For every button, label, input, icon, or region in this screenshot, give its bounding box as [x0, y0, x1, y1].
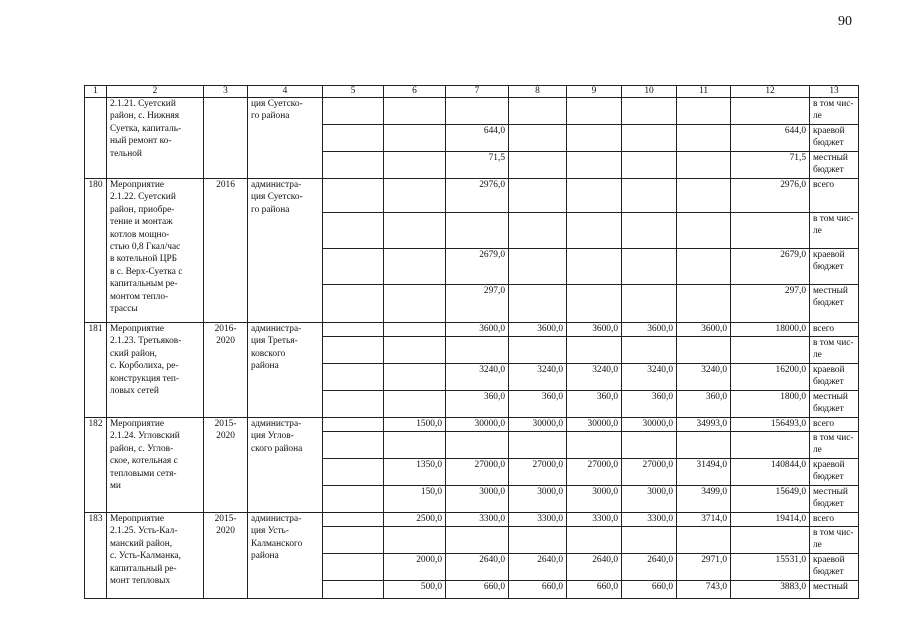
value-cell: 3240,0 [622, 364, 677, 391]
value-cell: 2640,0 [509, 554, 567, 581]
value-cell [384, 527, 446, 554]
funding-source: краевой бюджет [810, 249, 859, 285]
value-cell [446, 527, 509, 554]
value-cell [567, 98, 622, 125]
value-cell: 360,0 [567, 391, 622, 418]
value-cell: 3300,0 [446, 513, 509, 527]
value-cell [567, 432, 622, 459]
value-cell: 31494,0 [677, 459, 731, 486]
measure-name: Мероприятие 2.1.22. Суетский район, приобре- тение и монтаж котлов мощно- стью 0,8 Гкал/час в котельной ЦРБ в с. Верх-Суетка с капитальным ре- монтом тепло- трассы [107, 179, 204, 323]
value-cell: 2976,0 [446, 179, 509, 213]
value-cell: 3600,0 [622, 323, 677, 337]
value-cell [677, 285, 731, 323]
value-cell: 1800,0 [731, 391, 810, 418]
value-cell: 16200,0 [731, 364, 810, 391]
value-cell [323, 364, 384, 391]
value-cell: 27000,0 [446, 459, 509, 486]
value-cell [622, 285, 677, 323]
value-cell: 15531,0 [731, 554, 810, 581]
funding-source: всего [810, 179, 859, 213]
value-cell: 3300,0 [567, 513, 622, 527]
value-cell [567, 285, 622, 323]
value-cell [384, 432, 446, 459]
table-row [85, 98, 859, 125]
value-cell [446, 213, 509, 249]
value-cell: 71,5 [731, 152, 810, 179]
value-cell [622, 179, 677, 213]
value-cell: 150,0 [384, 486, 446, 513]
measure-name: Мероприятие 2.1.23. Третьяков- ский район, с. Корболиха, ре- конструкция теп- ловых сетей [107, 323, 204, 418]
executor-cell: администра- ция Суетско- го района [248, 179, 323, 323]
column-header: 3 [204, 86, 248, 98]
value-cell [509, 432, 567, 459]
value-cell: 3240,0 [567, 364, 622, 391]
value-cell: 3240,0 [509, 364, 567, 391]
value-cell [384, 323, 446, 337]
column-header: 11 [677, 86, 731, 98]
funding-source: краевой бюджет [810, 364, 859, 391]
value-cell: 3600,0 [677, 323, 731, 337]
value-cell [323, 459, 384, 486]
value-cell [567, 125, 622, 152]
value-cell: 30000,0 [567, 418, 622, 432]
table-row [85, 323, 859, 337]
value-cell: 360,0 [446, 391, 509, 418]
funding-source: местный бюджет [810, 486, 859, 513]
value-cell [677, 98, 731, 125]
value-cell [567, 527, 622, 554]
value-cell: 3240,0 [446, 364, 509, 391]
value-cell [323, 337, 384, 364]
funding-source: местный бюджет [810, 152, 859, 179]
value-cell [323, 486, 384, 513]
row-number: 180 [85, 179, 107, 323]
column-header: 1 [85, 86, 107, 98]
value-cell: 2976,0 [731, 179, 810, 213]
year-cell: 2016- 2020 [204, 323, 248, 418]
value-cell: 2000,0 [384, 554, 446, 581]
page-number: 90 [838, 14, 852, 29]
table-row [85, 513, 859, 527]
value-cell: 500,0 [384, 581, 446, 599]
value-cell: 660,0 [509, 581, 567, 599]
value-cell: 297,0 [446, 285, 509, 323]
value-cell: 3883,0 [731, 581, 810, 599]
row-number: 182 [85, 418, 107, 513]
value-cell: 3714,0 [677, 513, 731, 527]
measure-name: Мероприятие 2.1.24. Угловский район, с. Углов- ское, котельная с тепловыми сетя- ми [107, 418, 204, 513]
value-cell: 360,0 [622, 391, 677, 418]
value-cell [323, 527, 384, 554]
row-number-cell [85, 98, 107, 179]
value-cell [384, 152, 446, 179]
value-cell: 644,0 [731, 125, 810, 152]
table-row [85, 179, 859, 213]
column-header: 13 [810, 86, 859, 98]
value-cell [622, 527, 677, 554]
value-cell: 2640,0 [446, 554, 509, 581]
value-cell [323, 418, 384, 432]
funding-source: местный бюджет [810, 285, 859, 323]
executor-cell: администра- ция Третья- ковского района [248, 323, 323, 418]
value-cell: 3600,0 [567, 323, 622, 337]
value-cell: 660,0 [446, 581, 509, 599]
value-cell [509, 285, 567, 323]
value-cell [731, 213, 810, 249]
value-cell [622, 337, 677, 364]
value-cell [677, 432, 731, 459]
funding-source: всего [810, 418, 859, 432]
value-cell [677, 527, 731, 554]
funding-source: в том чис- ле [810, 527, 859, 554]
value-cell [731, 337, 810, 364]
year-cell: 2015- 2020 [204, 513, 248, 599]
value-cell: 2640,0 [567, 554, 622, 581]
value-cell: 3000,0 [509, 486, 567, 513]
value-cell: 3300,0 [509, 513, 567, 527]
measure-name: Мероприятие 2.1.25. Усть-Кал- манский район, с. Усть-Калманка, капитальный ре- монт тепловых [107, 513, 204, 599]
value-cell [509, 98, 567, 125]
value-cell [677, 337, 731, 364]
value-cell: 1500,0 [384, 418, 446, 432]
value-cell: 19414,0 [731, 513, 810, 527]
value-cell [323, 432, 384, 459]
funding-source: всего [810, 323, 859, 337]
value-cell: 660,0 [567, 581, 622, 599]
value-cell: 644,0 [446, 125, 509, 152]
funding-source: местный бюджет [810, 391, 859, 418]
value-cell: 27000,0 [509, 459, 567, 486]
value-cell [384, 249, 446, 285]
year-cell: 2016 [204, 179, 248, 323]
value-cell: 71,5 [446, 152, 509, 179]
value-cell: 3600,0 [446, 323, 509, 337]
value-cell [731, 527, 810, 554]
value-cell: 30000,0 [622, 418, 677, 432]
value-cell [567, 337, 622, 364]
value-cell [677, 179, 731, 213]
column-header: 4 [248, 86, 323, 98]
value-cell [323, 323, 384, 337]
value-cell [384, 125, 446, 152]
value-cell [622, 125, 677, 152]
value-cell: 156493,0 [731, 418, 810, 432]
value-cell: 660,0 [622, 581, 677, 599]
value-cell [446, 98, 509, 125]
column-header: 9 [567, 86, 622, 98]
value-cell [384, 179, 446, 213]
row-number: 181 [85, 323, 107, 418]
budget-table [84, 85, 859, 599]
value-cell: 2679,0 [446, 249, 509, 285]
value-cell [731, 98, 810, 125]
value-cell [384, 98, 446, 125]
value-cell: 743,0 [677, 581, 731, 599]
measure-name: 2.1.21. Суетский район, с. Нижняя Суетка, капиталь- ный ремонт ко- тельной [107, 98, 204, 179]
value-cell [384, 213, 446, 249]
value-cell [446, 337, 509, 364]
value-cell: 18000,0 [731, 323, 810, 337]
value-cell: 27000,0 [567, 459, 622, 486]
value-cell [323, 125, 384, 152]
value-cell [677, 249, 731, 285]
value-cell [323, 554, 384, 581]
value-cell [509, 213, 567, 249]
value-cell [622, 432, 677, 459]
value-cell [323, 213, 384, 249]
value-cell: 3000,0 [622, 486, 677, 513]
value-cell [323, 581, 384, 599]
funding-source: краевой бюджет [810, 125, 859, 152]
value-cell [384, 285, 446, 323]
column-header: 2 [107, 86, 204, 98]
column-header: 8 [509, 86, 567, 98]
value-cell [509, 527, 567, 554]
funding-source: в том чис- ле [810, 98, 859, 125]
funding-source: местный [810, 581, 859, 599]
value-cell: 297,0 [731, 285, 810, 323]
value-cell: 3240,0 [677, 364, 731, 391]
value-cell [384, 337, 446, 364]
value-cell: 2971,0 [677, 554, 731, 581]
value-cell: 27000,0 [622, 459, 677, 486]
value-cell [446, 432, 509, 459]
value-cell [323, 179, 384, 213]
value-cell [622, 249, 677, 285]
value-cell [509, 249, 567, 285]
value-cell: 34993,0 [677, 418, 731, 432]
value-cell: 360,0 [509, 391, 567, 418]
funding-source: в том чис- ле [810, 337, 859, 364]
value-cell: 360,0 [677, 391, 731, 418]
value-cell: 1350,0 [384, 459, 446, 486]
value-cell [567, 249, 622, 285]
value-cell: 3000,0 [446, 486, 509, 513]
value-cell: 140844,0 [731, 459, 810, 486]
column-header: 5 [323, 86, 384, 98]
value-cell [509, 179, 567, 213]
year-cell: 2015- 2020 [204, 418, 248, 513]
value-cell [384, 391, 446, 418]
value-cell: 3499,0 [677, 486, 731, 513]
value-cell [622, 152, 677, 179]
value-cell [677, 125, 731, 152]
funding-source: всего [810, 513, 859, 527]
value-cell: 30000,0 [509, 418, 567, 432]
year-cell [204, 98, 248, 179]
value-cell [567, 179, 622, 213]
value-cell: 3600,0 [509, 323, 567, 337]
value-cell [731, 432, 810, 459]
header-row [85, 86, 859, 98]
value-cell: 15649,0 [731, 486, 810, 513]
funding-source: в том чис- ле [810, 213, 859, 249]
value-cell [323, 513, 384, 527]
funding-source: краевой бюджет [810, 459, 859, 486]
funding-source: в том чис- ле [810, 432, 859, 459]
value-cell [323, 285, 384, 323]
value-cell [323, 98, 384, 125]
value-cell [677, 213, 731, 249]
value-cell: 3300,0 [622, 513, 677, 527]
value-cell [509, 152, 567, 179]
value-cell: 2679,0 [731, 249, 810, 285]
value-cell [677, 152, 731, 179]
value-cell [567, 213, 622, 249]
value-cell [567, 152, 622, 179]
value-cell [323, 152, 384, 179]
executor-cell: администра- ция Углов- ского района [248, 418, 323, 513]
column-header: 7 [446, 86, 509, 98]
column-header: 12 [731, 86, 810, 98]
executor-cell: ция Суетско- го района [248, 98, 323, 179]
value-cell: 30000,0 [446, 418, 509, 432]
table-row [85, 418, 859, 432]
value-cell [323, 391, 384, 418]
value-cell [622, 213, 677, 249]
value-cell: 3000,0 [567, 486, 622, 513]
value-cell: 2640,0 [622, 554, 677, 581]
table-body [85, 86, 859, 599]
value-cell [384, 364, 446, 391]
row-number: 183 [85, 513, 107, 599]
funding-source: краевой бюджет [810, 554, 859, 581]
value-cell [509, 125, 567, 152]
value-cell [622, 98, 677, 125]
column-header: 6 [384, 86, 446, 98]
column-header: 10 [622, 86, 677, 98]
value-cell [323, 249, 384, 285]
value-cell: 2500,0 [384, 513, 446, 527]
value-cell [509, 337, 567, 364]
executor-cell: администра- ция Усть- Калманского района [248, 513, 323, 599]
